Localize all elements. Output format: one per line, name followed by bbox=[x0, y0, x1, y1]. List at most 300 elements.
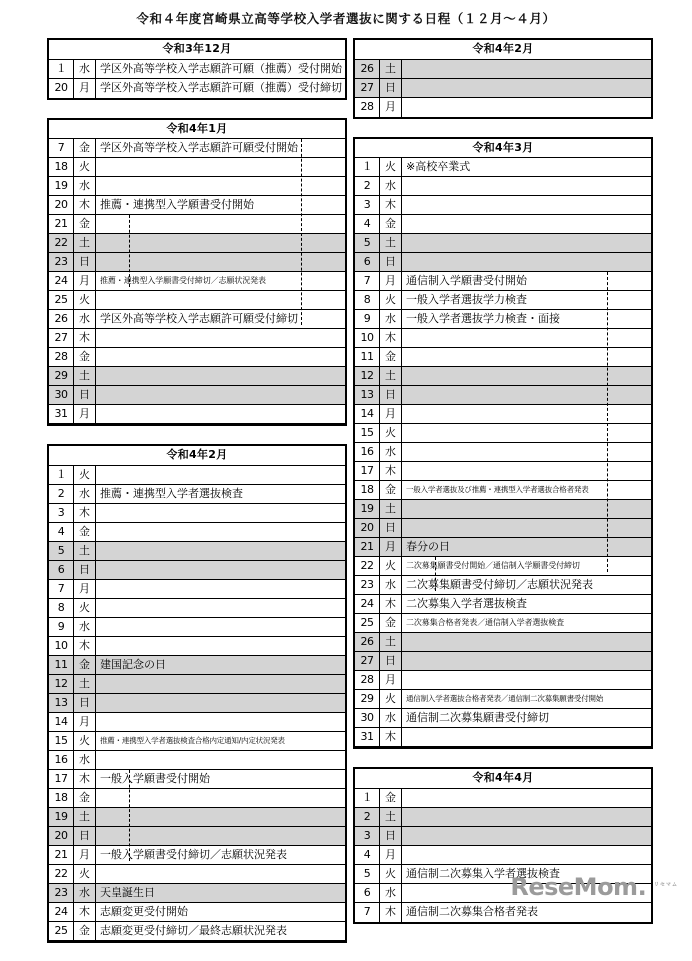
day-number: 23 bbox=[49, 884, 74, 902]
day-of-week: 火 bbox=[74, 158, 96, 176]
day-of-week: 火 bbox=[380, 557, 402, 575]
event-text: 推薦・連携型入学者選抜検査合格内定通知/内定状況発表 bbox=[100, 735, 285, 745]
day-number: 19 bbox=[355, 500, 380, 518]
day-of-week: 水 bbox=[380, 709, 402, 727]
day-number: 13 bbox=[49, 694, 74, 712]
day-of-week: 水 bbox=[380, 884, 402, 902]
day-number: 11 bbox=[355, 348, 380, 366]
day-of-week: 土 bbox=[380, 808, 402, 826]
day-of-week: 日 bbox=[380, 519, 402, 537]
day-of-week: 火 bbox=[380, 865, 402, 883]
table-row bbox=[355, 424, 651, 443]
table-row bbox=[49, 386, 345, 405]
event-text: 春分の日 bbox=[406, 540, 450, 554]
day-number: 6 bbox=[355, 253, 380, 271]
day-number: 10 bbox=[355, 329, 380, 347]
day-of-week: 火 bbox=[380, 690, 402, 708]
day-number: 22 bbox=[49, 865, 74, 883]
day-of-week: 月 bbox=[380, 405, 402, 423]
event-text bbox=[402, 98, 651, 117]
day-of-week: 水 bbox=[380, 576, 402, 594]
event-text bbox=[402, 79, 651, 97]
day-number: 15 bbox=[49, 732, 74, 750]
event-text bbox=[96, 713, 345, 731]
day-of-week: 日 bbox=[74, 827, 96, 845]
day-number: 19 bbox=[49, 177, 74, 195]
table-row bbox=[355, 709, 651, 728]
day-number: 23 bbox=[49, 253, 74, 271]
day-number: 25 bbox=[49, 291, 74, 309]
table-row bbox=[49, 310, 345, 329]
day-number: 8 bbox=[355, 291, 380, 309]
resemom-logo bbox=[510, 873, 678, 901]
event-text bbox=[402, 234, 651, 252]
event-text bbox=[402, 177, 651, 195]
calendar-rows bbox=[49, 60, 345, 98]
day-number: 21 bbox=[355, 538, 380, 556]
day-number: 22 bbox=[49, 234, 74, 252]
calendar-rows bbox=[355, 789, 651, 922]
table-row bbox=[49, 234, 345, 253]
day-number: 13 bbox=[355, 386, 380, 404]
day-number: 17 bbox=[355, 462, 380, 480]
day-number: 18 bbox=[49, 789, 74, 807]
day-number: 10 bbox=[49, 637, 74, 655]
table-row bbox=[49, 523, 345, 542]
event-text bbox=[96, 466, 345, 484]
day-of-week: 火 bbox=[380, 291, 402, 309]
event-text bbox=[402, 424, 651, 442]
day-of-week: 土 bbox=[74, 675, 96, 693]
day-number: 14 bbox=[49, 713, 74, 731]
table-row bbox=[355, 576, 651, 595]
event-text bbox=[96, 177, 345, 195]
event-text bbox=[402, 348, 651, 366]
day-number: 18 bbox=[49, 158, 74, 176]
event-text: 二次募集願書受付締切／志願状況発表 bbox=[406, 578, 593, 592]
table-row bbox=[355, 808, 651, 827]
event-text bbox=[402, 386, 651, 404]
day-of-week: 土 bbox=[380, 60, 402, 78]
table-row bbox=[355, 652, 651, 671]
table-row bbox=[355, 827, 651, 846]
day-of-week: 水 bbox=[74, 177, 96, 195]
day-number: 2 bbox=[355, 808, 380, 826]
day-of-week: 月 bbox=[380, 272, 402, 290]
day-number: 3 bbox=[355, 196, 380, 214]
table-row bbox=[49, 60, 345, 79]
day-of-week: 月 bbox=[380, 98, 402, 117]
table-row bbox=[49, 656, 345, 675]
table-row bbox=[49, 466, 345, 485]
day-of-week: 木 bbox=[74, 903, 96, 921]
table-row bbox=[355, 79, 651, 98]
day-number: 9 bbox=[49, 618, 74, 636]
day-of-week: 木 bbox=[380, 196, 402, 214]
event-text bbox=[402, 728, 651, 746]
day-number: 17 bbox=[49, 770, 74, 788]
table-row bbox=[49, 367, 345, 386]
table-row bbox=[355, 291, 651, 310]
calendar-title: 令和4年3月 bbox=[355, 139, 651, 159]
day-of-week: 水 bbox=[74, 884, 96, 902]
table-row bbox=[355, 405, 651, 424]
right-column bbox=[353, 38, 653, 942]
table-row bbox=[49, 79, 345, 98]
day-number: 25 bbox=[355, 614, 380, 632]
table-row bbox=[49, 599, 345, 618]
day-of-week: 木 bbox=[380, 903, 402, 922]
table-row bbox=[49, 196, 345, 215]
day-of-week: 水 bbox=[74, 751, 96, 769]
day-of-week: 木 bbox=[380, 462, 402, 480]
table-row bbox=[355, 789, 651, 808]
day-number: 24 bbox=[355, 595, 380, 613]
day-number: 28 bbox=[49, 348, 74, 366]
event-text: 推薦・連携型入学願書受付締切／志願状況発表 bbox=[100, 276, 266, 286]
table-row bbox=[355, 846, 651, 865]
calendar-title: 令和4年1月 bbox=[49, 120, 345, 140]
table-row bbox=[355, 500, 651, 519]
day-of-week: 日 bbox=[380, 386, 402, 404]
table-row bbox=[355, 177, 651, 196]
day-of-week: 日 bbox=[380, 253, 402, 271]
table-row bbox=[49, 637, 345, 656]
day-number: １ bbox=[355, 789, 380, 807]
event-text bbox=[402, 789, 651, 807]
day-number: 27 bbox=[355, 79, 380, 97]
day-number: 4 bbox=[49, 523, 74, 541]
day-number: １ bbox=[49, 466, 74, 484]
table-row bbox=[355, 903, 651, 922]
event-text: 学区外高等学校入学志願許可願（推薦）受付開始 bbox=[100, 61, 342, 75]
table-row bbox=[49, 253, 345, 272]
day-of-week: 金 bbox=[74, 656, 96, 674]
table-row bbox=[355, 386, 651, 405]
calendar-rows bbox=[355, 158, 651, 747]
event-text bbox=[96, 618, 345, 636]
event-text bbox=[96, 329, 345, 347]
table-row bbox=[49, 694, 345, 713]
day-number: 5 bbox=[355, 234, 380, 252]
day-number: 21 bbox=[49, 846, 74, 864]
day-of-week: 月 bbox=[380, 846, 402, 864]
table-row bbox=[355, 595, 651, 614]
day-number: 6 bbox=[49, 561, 74, 579]
day-number: 3 bbox=[355, 827, 380, 845]
day-number: 23 bbox=[355, 576, 380, 594]
day-of-week: 月 bbox=[74, 580, 96, 598]
day-of-week: 土 bbox=[74, 808, 96, 826]
event-text: 一般入学者選抜及び推薦・連携型入学者選抜合格者発表 bbox=[406, 485, 589, 495]
day-of-week: 日 bbox=[74, 253, 96, 271]
day-of-week: 日 bbox=[74, 386, 96, 404]
event-text bbox=[96, 694, 345, 712]
day-of-week: 木 bbox=[74, 504, 96, 522]
event-text: 天皇誕生日 bbox=[100, 885, 155, 899]
day-number: 11 bbox=[49, 656, 74, 674]
day-number: 26 bbox=[355, 60, 380, 78]
resemom-logo-kana: リセマム bbox=[654, 882, 678, 888]
event-text: 一般入学願書受付締切／志願状況発表 bbox=[100, 847, 287, 861]
day-number: 7 bbox=[355, 903, 380, 922]
day-number: 6 bbox=[355, 884, 380, 902]
day-of-week: 火 bbox=[74, 599, 96, 617]
event-text bbox=[402, 215, 651, 233]
table-row bbox=[355, 253, 651, 272]
day-of-week: 木 bbox=[380, 728, 402, 746]
day-of-week: 土 bbox=[380, 234, 402, 252]
day-of-week: 水 bbox=[380, 310, 402, 328]
table-row bbox=[355, 158, 651, 177]
event-text: 志願変更受付締切／最終志願状況発表 bbox=[100, 923, 287, 937]
table-row bbox=[49, 808, 345, 827]
day-number: 26 bbox=[49, 310, 74, 328]
event-text: 一般入学願書受付開始 bbox=[100, 771, 210, 785]
day-of-week: 金 bbox=[74, 523, 96, 541]
event-text bbox=[96, 504, 345, 522]
day-of-week: 木 bbox=[74, 770, 96, 788]
event-text: 建国記念の日 bbox=[100, 657, 166, 671]
event-text: 学区外高等学校入学志願許可願受付開始 bbox=[100, 141, 298, 155]
day-of-week: 火 bbox=[74, 291, 96, 309]
day-of-week: 木 bbox=[74, 637, 96, 655]
day-number: 29 bbox=[355, 690, 380, 708]
event-text bbox=[402, 519, 651, 537]
resemom-logo-text: ReseMom bbox=[510, 873, 638, 901]
day-of-week: 木 bbox=[74, 329, 96, 347]
table-row bbox=[355, 60, 651, 79]
calendar-title: 令和4年4月 bbox=[355, 769, 651, 789]
table-row bbox=[49, 580, 345, 599]
day-of-week: 月 bbox=[380, 538, 402, 556]
day-of-week: 水 bbox=[74, 485, 96, 503]
day-of-week: 日 bbox=[380, 827, 402, 845]
day-of-week: 木 bbox=[380, 595, 402, 613]
table-row bbox=[49, 732, 345, 751]
event-text bbox=[402, 60, 651, 78]
table-row bbox=[49, 485, 345, 504]
event-text: 学区外高等学校入学志願許可願（推薦）受付締切 bbox=[100, 80, 342, 94]
day-of-week: 火 bbox=[74, 865, 96, 883]
event-text bbox=[96, 234, 345, 252]
day-of-week: 火 bbox=[380, 424, 402, 442]
day-of-week: 土 bbox=[380, 500, 402, 518]
table-row bbox=[49, 561, 345, 580]
event-text bbox=[96, 599, 345, 617]
event-text bbox=[96, 865, 345, 883]
day-number: １ bbox=[49, 60, 74, 78]
day-number: 24 bbox=[49, 903, 74, 921]
day-number: 25 bbox=[49, 922, 74, 940]
day-of-week: 金 bbox=[74, 215, 96, 233]
day-number: 4 bbox=[355, 215, 380, 233]
day-number: 5 bbox=[355, 865, 380, 883]
table-row bbox=[355, 728, 651, 747]
event-text bbox=[402, 652, 651, 670]
table-row bbox=[49, 865, 345, 884]
table-row bbox=[49, 770, 345, 789]
table-row bbox=[355, 462, 651, 481]
calendar-rows bbox=[49, 139, 345, 424]
day-number: 28 bbox=[355, 671, 380, 689]
table-row bbox=[49, 215, 345, 234]
day-of-week: 月 bbox=[74, 272, 96, 290]
day-number: 20 bbox=[49, 827, 74, 845]
event-text bbox=[96, 386, 345, 404]
table-row bbox=[49, 846, 345, 865]
calendar-r4-02-left bbox=[47, 444, 347, 943]
table-row bbox=[49, 884, 345, 903]
day-of-week: 金 bbox=[74, 789, 96, 807]
table-row bbox=[355, 690, 651, 709]
day-number: 20 bbox=[49, 196, 74, 214]
day-number: 2 bbox=[49, 485, 74, 503]
day-of-week: 土 bbox=[74, 234, 96, 252]
event-text: 二次募集合格者発表／通信制入学者選抜検査 bbox=[406, 618, 564, 628]
table-row bbox=[355, 310, 651, 329]
event-text bbox=[402, 462, 651, 480]
event-text bbox=[96, 291, 345, 309]
day-number: 27 bbox=[49, 329, 74, 347]
day-of-week: 日 bbox=[74, 694, 96, 712]
day-of-week: 金 bbox=[380, 348, 402, 366]
table-row bbox=[355, 519, 651, 538]
table-row bbox=[49, 329, 345, 348]
table-row bbox=[355, 329, 651, 348]
event-text bbox=[96, 561, 345, 579]
table-row bbox=[49, 405, 345, 424]
day-number: 28 bbox=[355, 98, 380, 117]
day-number: 7 bbox=[49, 580, 74, 598]
table-row bbox=[355, 98, 651, 117]
day-of-week: 火 bbox=[74, 466, 96, 484]
table-row bbox=[355, 671, 651, 690]
day-of-week: 火 bbox=[74, 732, 96, 750]
table-row bbox=[49, 903, 345, 922]
table-row bbox=[49, 177, 345, 196]
table-row bbox=[355, 443, 651, 462]
day-number: 29 bbox=[49, 367, 74, 385]
day-of-week: 金 bbox=[380, 481, 402, 499]
table-row bbox=[49, 504, 345, 523]
day-of-week: 土 bbox=[380, 633, 402, 651]
event-text bbox=[96, 253, 345, 271]
table-row bbox=[355, 196, 651, 215]
day-of-week: 金 bbox=[380, 789, 402, 807]
table-row bbox=[49, 542, 345, 561]
event-text: 通信制入学願書受付開始 bbox=[406, 274, 527, 288]
day-number: 4 bbox=[355, 846, 380, 864]
calendar-r4-03 bbox=[353, 137, 653, 750]
calendar-r4-01 bbox=[47, 118, 347, 427]
day-of-week: 日 bbox=[380, 79, 402, 97]
event-text bbox=[402, 405, 651, 423]
table-row bbox=[49, 789, 345, 808]
event-text: 通信制二次募集入学者選抜検査 bbox=[406, 866, 560, 880]
table-row bbox=[49, 751, 345, 770]
event-text bbox=[96, 523, 345, 541]
event-text bbox=[402, 827, 651, 845]
day-of-week: 金 bbox=[74, 139, 96, 157]
event-text bbox=[96, 637, 345, 655]
event-text: 通信制入学者選抜合格者発表／通信制二次募集願書受付開始 bbox=[406, 694, 604, 704]
event-text: 学区外高等学校入学志願許可願受付締切 bbox=[100, 312, 298, 326]
table-row bbox=[355, 633, 651, 652]
page-title: 令和４年度宮崎県立高等学校入学者選抜に関する日程（１２月～４月） bbox=[136, 11, 556, 26]
day-number: 3 bbox=[49, 504, 74, 522]
event-text bbox=[402, 633, 651, 651]
calendar-rows bbox=[355, 60, 651, 117]
event-text bbox=[402, 329, 651, 347]
day-number: 20 bbox=[355, 519, 380, 537]
day-of-week: 木 bbox=[380, 329, 402, 347]
event-text bbox=[402, 443, 651, 461]
event-text: 二次募集願書受付開始／通信制入学願書受付締切 bbox=[406, 561, 580, 571]
day-of-week: 土 bbox=[74, 367, 96, 385]
day-of-week: 月 bbox=[74, 79, 96, 98]
day-number: 12 bbox=[355, 367, 380, 385]
table-row bbox=[355, 215, 651, 234]
day-number: 15 bbox=[355, 424, 380, 442]
day-number: 9 bbox=[355, 310, 380, 328]
table-row bbox=[355, 614, 651, 633]
day-of-week: 日 bbox=[380, 652, 402, 670]
event-text bbox=[402, 196, 651, 214]
table-row bbox=[49, 272, 345, 291]
table-row bbox=[355, 557, 651, 576]
calendar-title: 令和3年12月 bbox=[49, 40, 345, 60]
day-of-week: 土 bbox=[74, 542, 96, 560]
day-of-week: 水 bbox=[74, 618, 96, 636]
day-of-week: 月 bbox=[74, 405, 96, 423]
day-number: 14 bbox=[355, 405, 380, 423]
day-number: 30 bbox=[49, 386, 74, 404]
day-of-week: 水 bbox=[380, 443, 402, 461]
day-of-week: 木 bbox=[74, 196, 96, 214]
table-row bbox=[355, 367, 651, 386]
event-text bbox=[402, 808, 651, 826]
event-text: 一般入学者選抜学力検査 bbox=[406, 293, 527, 307]
day-of-week: 火 bbox=[380, 158, 402, 176]
table-row bbox=[355, 234, 651, 253]
table-row bbox=[355, 348, 651, 367]
event-text: 通信制二次募集合格者発表 bbox=[406, 904, 538, 918]
event-text bbox=[96, 580, 345, 598]
day-number: 12 bbox=[49, 675, 74, 693]
calendar-rows bbox=[49, 466, 345, 941]
event-text bbox=[402, 500, 651, 518]
event-text bbox=[96, 751, 345, 769]
event-text bbox=[402, 253, 651, 271]
calendar-title: 令和4年2月 bbox=[355, 40, 651, 60]
day-number: 16 bbox=[355, 443, 380, 461]
day-of-week: 土 bbox=[380, 367, 402, 385]
table-row bbox=[49, 922, 345, 941]
day-number: 20 bbox=[49, 79, 74, 98]
day-number: 24 bbox=[49, 272, 74, 290]
calendar-r4-02-right bbox=[353, 38, 653, 119]
event-text: 推薦・連携型入学者選抜検査 bbox=[100, 486, 243, 500]
day-number: 5 bbox=[49, 542, 74, 560]
event-text: 志願変更受付開始 bbox=[100, 904, 188, 918]
day-of-week: 金 bbox=[74, 348, 96, 366]
left-column bbox=[47, 38, 347, 961]
event-text bbox=[96, 789, 345, 807]
day-number: 26 bbox=[355, 633, 380, 651]
day-number: １ bbox=[355, 158, 380, 176]
day-number: 16 bbox=[49, 751, 74, 769]
